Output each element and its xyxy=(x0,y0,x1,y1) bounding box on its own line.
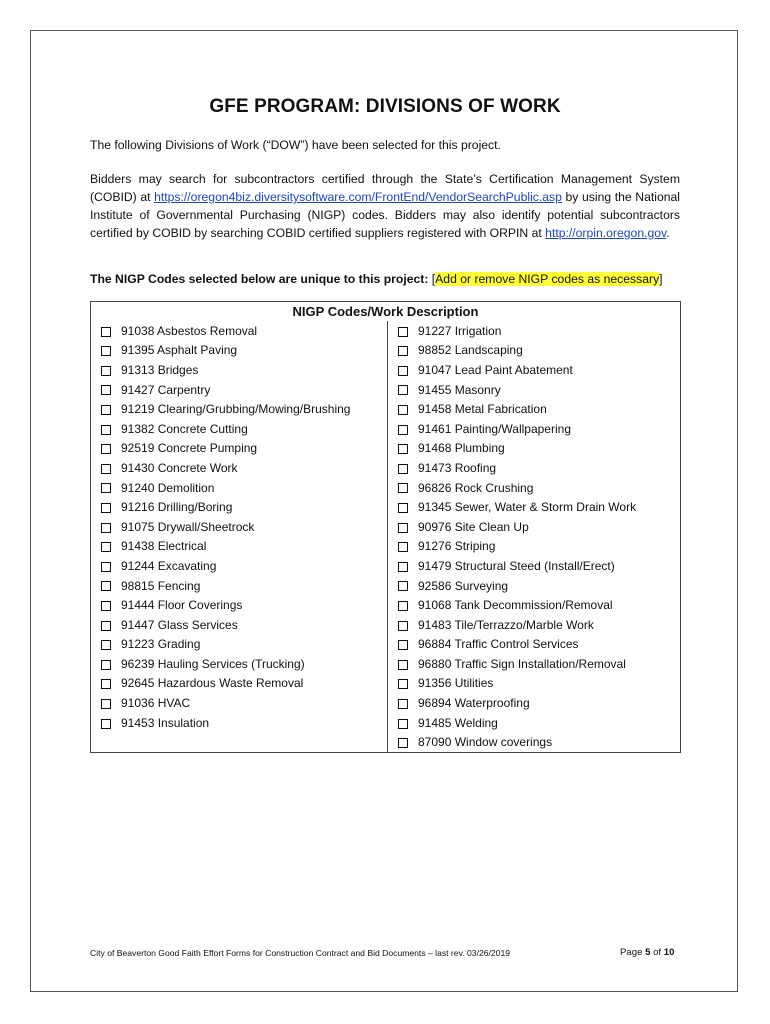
checkbox-icon[interactable] xyxy=(101,621,111,631)
checkbox-icon[interactable] xyxy=(398,425,408,435)
right-work-description: 91068 Tank Decommission/Removal xyxy=(418,595,681,615)
table-row xyxy=(91,713,681,733)
right-work-description: 91479 Structural Steed (Install/Erect) xyxy=(418,556,681,576)
nigp-table-header: NIGP Codes/Work Description xyxy=(91,302,681,322)
right-checkbox-cell xyxy=(388,380,419,400)
cobid-search-link[interactable]: https://oregon4biz.diversitysoftware.com/FrontEnd/VendorSearchPublic.asp xyxy=(154,190,562,204)
footer-page-number xyxy=(620,947,674,958)
left-checkbox-cell xyxy=(91,439,122,459)
left-work-description: 91223 Grading xyxy=(121,635,388,655)
left-work-description: 91313 Bridges xyxy=(121,360,388,380)
table-row xyxy=(91,595,681,615)
nigp-selection-note xyxy=(90,272,680,286)
right-checkbox-cell xyxy=(388,635,419,655)
checkbox-icon[interactable] xyxy=(398,523,408,533)
right-work-description: 91483 Tile/Terrazzo/Marble Work xyxy=(418,615,681,635)
checkbox-icon[interactable] xyxy=(398,679,408,689)
table-row xyxy=(91,635,681,655)
checkbox-icon[interactable] xyxy=(101,483,111,493)
table-row xyxy=(91,693,681,713)
left-work-description: 91453 Insulation xyxy=(121,713,388,733)
checkbox-icon[interactable] xyxy=(101,346,111,356)
left-checkbox-cell xyxy=(91,399,122,419)
table-row xyxy=(91,360,681,380)
right-work-description: 90976 Site Clean Up xyxy=(418,517,681,537)
checkbox-icon[interactable] xyxy=(101,719,111,729)
checkbox-icon[interactable] xyxy=(101,385,111,395)
table-row xyxy=(91,615,681,635)
right-checkbox-cell xyxy=(388,556,419,576)
left-checkbox-cell xyxy=(91,674,122,694)
left-checkbox-cell xyxy=(91,693,122,713)
left-work-description: 92645 Hazardous Waste Removal xyxy=(121,674,388,694)
paragraph-text-3: . xyxy=(666,226,670,240)
left-work-description: 91444 Floor Coverings xyxy=(121,595,388,615)
left-work-description: 91216 Drilling/Boring xyxy=(121,497,388,517)
checkbox-icon[interactable] xyxy=(398,385,408,395)
checkbox-icon[interactable] xyxy=(101,464,111,474)
footer-document-title: City of Beaverton Good Faith Effort Forms for Construction Contract and Bid Documents – last rev. 03/26/2019 xyxy=(90,948,511,958)
left-checkbox-cell xyxy=(91,517,122,537)
table-row xyxy=(91,458,681,478)
table-row xyxy=(91,556,681,576)
left-work-description: 91447 Glass Services xyxy=(121,615,388,635)
checkbox-icon[interactable] xyxy=(101,562,111,572)
checkbox-icon[interactable] xyxy=(101,660,111,670)
checkbox-icon[interactable] xyxy=(398,464,408,474)
right-work-description: 91356 Utilities xyxy=(418,674,681,694)
checkbox-icon[interactable] xyxy=(398,503,408,513)
right-checkbox-cell xyxy=(388,439,419,459)
right-checkbox-cell xyxy=(388,576,419,596)
right-checkbox-cell xyxy=(388,478,419,498)
left-work-description: 91244 Excavating xyxy=(121,556,388,576)
right-checkbox-cell xyxy=(388,713,419,733)
checkbox-icon[interactable] xyxy=(101,699,111,709)
nigp-note-bold: The NIGP Codes selected below are unique to this project: xyxy=(90,272,429,286)
left-work-description: 91240 Demolition xyxy=(121,478,388,498)
right-checkbox-cell xyxy=(388,595,419,615)
checkbox-icon[interactable] xyxy=(398,738,408,748)
checkbox-icon[interactable] xyxy=(101,366,111,376)
cobid-paragraph xyxy=(90,170,680,242)
right-work-description: 91455 Masonry xyxy=(418,380,681,400)
checkbox-icon[interactable] xyxy=(101,523,111,533)
checkbox-icon[interactable] xyxy=(398,366,408,376)
nigp-note-open-bracket: [ xyxy=(428,272,436,286)
left-checkbox-cell xyxy=(91,380,122,400)
right-work-description: 91485 Welding xyxy=(418,713,681,733)
right-checkbox-cell xyxy=(388,497,419,517)
left-checkbox-cell xyxy=(91,497,122,517)
right-work-description: 91276 Striping xyxy=(418,537,681,557)
checkbox-icon[interactable] xyxy=(398,405,408,415)
checkbox-icon[interactable] xyxy=(398,699,408,709)
checkbox-icon[interactable] xyxy=(101,405,111,415)
footer-of-label: of xyxy=(650,947,664,958)
right-work-description: 96894 Waterproofing xyxy=(418,693,681,713)
left-checkbox-cell xyxy=(91,360,122,380)
left-checkbox-cell xyxy=(91,615,122,635)
left-checkbox-cell xyxy=(91,732,122,752)
table-row xyxy=(91,497,681,517)
left-checkbox-cell xyxy=(91,556,122,576)
right-work-description: 91047 Lead Paint Abatement xyxy=(418,360,681,380)
right-checkbox-cell xyxy=(388,341,419,361)
table-row xyxy=(91,732,681,752)
right-work-description: 91461 Painting/Wallpapering xyxy=(418,419,681,439)
checkbox-icon[interactable] xyxy=(101,444,111,454)
checkbox-icon[interactable] xyxy=(101,542,111,552)
left-work-description: 91438 Electrical xyxy=(121,537,388,557)
right-work-description: 91227 Irrigation xyxy=(418,321,681,341)
left-work-description: 96239 Hauling Services (Trucking) xyxy=(121,654,388,674)
paragraph-text-1: Bidders may search for subcontractors certified through the State’s Certification Management System (COBID) at xyxy=(90,172,680,204)
left-checkbox-cell xyxy=(91,576,122,596)
left-work-description: 91395 Asphalt Paving xyxy=(121,341,388,361)
right-work-description: 91458 Metal Fabrication xyxy=(418,399,681,419)
left-work-description: 91430 Concrete Work xyxy=(121,458,388,478)
checkbox-icon[interactable] xyxy=(101,327,111,337)
left-checkbox-cell xyxy=(91,595,122,615)
table-row xyxy=(91,439,681,459)
page-title: GFE PROGRAM: DIVISIONS OF WORK xyxy=(209,96,561,117)
left-work-description xyxy=(121,732,388,752)
checkbox-icon[interactable] xyxy=(101,581,111,591)
left-work-description: 91036 HVAC xyxy=(121,693,388,713)
left-checkbox-cell xyxy=(91,478,122,498)
nigp-codes-table xyxy=(90,301,681,753)
table-row xyxy=(91,419,681,439)
right-checkbox-cell xyxy=(388,693,419,713)
footer-page-label: Page xyxy=(620,947,646,958)
left-work-description: 91382 Concrete Cutting xyxy=(121,419,388,439)
footer-page-current: 5 xyxy=(645,947,651,958)
checkbox-icon[interactable] xyxy=(398,562,408,572)
checkbox-icon[interactable] xyxy=(398,483,408,493)
nigp-note-close-bracket: ] xyxy=(659,272,663,286)
left-work-description: 92519 Concrete Pumping xyxy=(121,439,388,459)
nigp-table-body xyxy=(91,321,681,753)
checkbox-icon[interactable] xyxy=(398,327,408,337)
right-checkbox-cell xyxy=(388,732,419,752)
left-checkbox-cell xyxy=(91,635,122,655)
table-row xyxy=(91,478,681,498)
right-checkbox-cell xyxy=(388,654,419,674)
checkbox-icon[interactable] xyxy=(398,581,408,591)
table-row xyxy=(91,654,681,674)
table-row xyxy=(91,674,681,694)
checkbox-icon[interactable] xyxy=(398,640,408,650)
right-work-description: 98852 Landscaping xyxy=(418,341,681,361)
paragraph-text-2: by using the National Institute of Governmental Purchasing (NIGP) codes. Bidders may also identify potential subcontractors certified by COBID by searching COBID certified suppliers registered with ORPIN at xyxy=(90,190,680,240)
right-work-description: 96826 Rock Crushing xyxy=(418,478,681,498)
checkbox-icon[interactable] xyxy=(398,621,408,631)
table-row xyxy=(91,517,681,537)
left-checkbox-cell xyxy=(91,458,122,478)
table-row xyxy=(91,399,681,419)
right-work-description: 96880 Traffic Sign Installation/Removal xyxy=(418,654,681,674)
footer-page-total: 10 xyxy=(663,947,675,958)
checkbox-icon[interactable] xyxy=(398,346,408,356)
left-checkbox-cell xyxy=(91,713,122,733)
right-work-description: 91468 Plumbing xyxy=(418,439,681,459)
left-checkbox-cell xyxy=(91,419,122,439)
left-work-description: 91427 Carpentry xyxy=(121,380,388,400)
left-work-description: 98815 Fencing xyxy=(121,576,388,596)
checkbox-icon[interactable] xyxy=(398,601,408,611)
right-work-description: 87090 Window coverings xyxy=(418,732,681,752)
right-work-description: 91345 Sewer, Water & Storm Drain Work xyxy=(418,497,681,517)
right-checkbox-cell xyxy=(388,321,419,341)
left-work-description: 91038 Asbestos Removal xyxy=(121,321,388,341)
checkbox-icon[interactable] xyxy=(398,660,408,670)
table-row xyxy=(91,380,681,400)
right-checkbox-cell xyxy=(388,399,419,419)
left-checkbox-cell xyxy=(91,537,122,557)
checkbox-icon[interactable] xyxy=(398,719,408,729)
right-checkbox-cell xyxy=(388,360,419,380)
table-row xyxy=(91,576,681,596)
intro-text: The following Divisions of Work (“DOW”) have been selected for this project. xyxy=(90,138,501,152)
right-checkbox-cell xyxy=(388,537,419,557)
right-checkbox-cell xyxy=(388,458,419,478)
left-work-description: 91075 Drywall/Sheetrock xyxy=(121,517,388,537)
left-work-description: 91219 Clearing/Grubbing/Mowing/Brushing xyxy=(121,399,388,419)
right-checkbox-cell xyxy=(388,674,419,694)
table-row xyxy=(91,537,681,557)
right-work-description: 91473 Roofing xyxy=(418,458,681,478)
checkbox-icon[interactable] xyxy=(398,542,408,552)
right-checkbox-cell xyxy=(388,615,419,635)
checkbox-icon[interactable] xyxy=(101,503,111,513)
nigp-note-highlight: Add or remove NIGP codes as necessary xyxy=(435,272,660,286)
left-checkbox-cell xyxy=(91,321,122,341)
left-checkbox-cell xyxy=(91,654,122,674)
table-row xyxy=(91,321,681,341)
orpin-link[interactable]: http://orpin.oregon.gov xyxy=(545,226,667,240)
right-checkbox-cell xyxy=(388,419,419,439)
right-work-description: 96884 Traffic Control Services xyxy=(418,635,681,655)
right-checkbox-cell xyxy=(388,517,419,537)
checkbox-icon[interactable] xyxy=(101,640,111,650)
right-work-description: 92586 Surveying xyxy=(418,576,681,596)
table-row xyxy=(91,341,681,361)
left-checkbox-cell xyxy=(91,341,122,361)
checkbox-icon[interactable] xyxy=(101,601,111,611)
checkbox-icon[interactable] xyxy=(398,444,408,454)
checkbox-icon[interactable] xyxy=(101,425,111,435)
checkbox-icon[interactable] xyxy=(101,679,111,689)
